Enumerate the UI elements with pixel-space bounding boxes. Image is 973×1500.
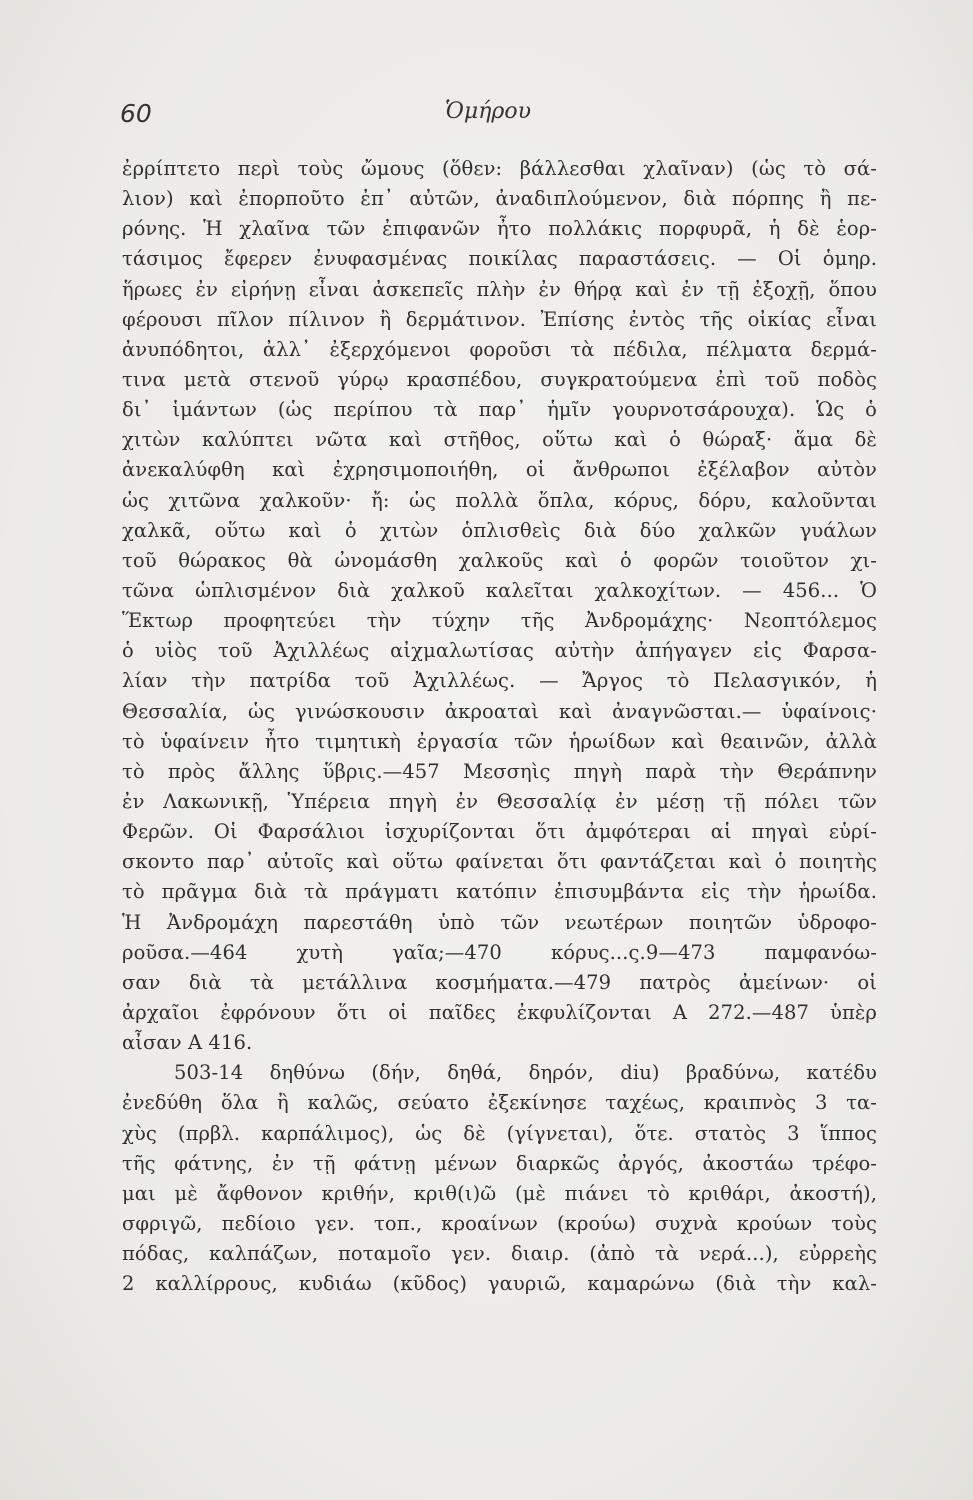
text-line: τινα μετὰ στενοῦ γύρῳ κρασπέδου, συγκρατούμενα ἐπὶ τοῦ ποδὸς (122, 367, 877, 391)
text-line: χαλκᾶ, οὕτω καὶ ὁ χιτὼν ὁπλισθεὶς διὰ δύο χαλκῶν γυάλων (122, 518, 877, 542)
running-title: Ὁμήρου (445, 99, 531, 124)
text-line: λιον) καὶ ἐπορποῦτο ἐπ᾽ αὐτῶν, ἀναδιπλούμενον, διὰ πόρπης ἢ πε- (122, 187, 877, 211)
text-line: δι᾽ ἱμάντων (ὡς περίπου τὰ παρ᾽ ἡμῖν γουρνοτσάρουχα). Ὡς ὁ (122, 398, 877, 422)
commentary-text (122, 154, 877, 1299)
text-line: αἶσαν Α 416. (122, 1031, 253, 1055)
text-line: ροῦσα.—464 χυτὴ γαῖα;—470 κόρυς...ς.9—473 παμφανόω- (122, 940, 877, 964)
text-line: χιτὼν καλύπτει νῶτα καὶ στῆθος, οὕτω καὶ ὁ θώραξ· ἅμα δὲ (122, 428, 877, 452)
text-line: σαν διὰ τὰ μετάλλινα κοσμήματα.—479 πατρὸς ἀμείνων· οἱ (122, 970, 877, 994)
text-line: ὡς χιτῶνα χαλκοῦν· ἤ: ὡς πολλὰ ὅπλα, κόρυς, δόρυ, καλοῦνται (122, 488, 877, 512)
text-line: Θεσσαλία, ὡς γινώσκουσιν ἀκροαταὶ καὶ ἀναγνῶσται.— ὑφαίνοις· (122, 699, 877, 723)
text-line: τὸ πρᾶγμα διὰ τὰ πράγματι κατόπιν ἐπισυμβάντα εἰς τὴν ἡρωίδα. (122, 880, 877, 904)
text-line: ἀνυπόδητοι, ἀλλ᾽ ἐξερχόμενοι φοροῦσι τὰ πέδιλα, πέλματα δερμά- (122, 337, 877, 361)
text-line: Ἕκτωρ προφητεύει τὴν τύχην τῆς Ἀνδρομάχης· Νεοπτόλεμος (122, 609, 877, 633)
text-line: ἀρχαῖοι ἐφρόνουν ὅτι οἱ παῖδες ἐκφυλίζονται Α 272.—487 ὑπὲρ (122, 1000, 877, 1024)
text-line: ἐρρίπτετο περὶ τοὺς ὤμους (ὅθεν: βάλλεσθαι χλαῖναν) (ὡς τὸ σά- (122, 157, 877, 180)
text-line: τοῦ θώρακος θὰ ὠνομάσθη χαλκοῦς καὶ ὁ φορῶν τοιοῦτον χι- (122, 548, 877, 572)
page-number: 60 (120, 99, 152, 128)
text-line: ἐνεδύθη ὅλα ἢ καλῶς, σεύατο ἐξεκίνησε ταχέως, κραιπνὸς 3 τα- (122, 1091, 877, 1115)
page-header (0, 95, 973, 135)
text-line: πόδας, καλπάζων, ποταμοῖο γεν. διαιρ. (ἀπὸ τὰ νερά...), εὐρρεὴς (122, 1242, 877, 1266)
text-line: φέρουσι πῖλον πίλινον ἢ δερμάτινον. Ἐπίσης ἐντὸς τῆς οἰκίας εἶναι (122, 307, 877, 331)
text-line: ἥρωες ἐν εἰρήνῃ εἶναι ἀσκεπεῖς πλὴν ἐν θήρᾳ καὶ ἐν τῇ ἐξοχῇ, ὅπου (122, 277, 877, 301)
text-line: μαι μὲ ἄφθονον κριθήν, κριθ(ι)ῶ (μὲ πιάνει τὸ κριθάρι, ἀκοστή), (122, 1181, 877, 1205)
text-line: τὸ πρὸς ἄλλης ὕβρις.—457 Μεσσηὶς πηγὴ παρὰ τὴν Θεράπνην (122, 759, 877, 783)
text-line: ρόνης. Ἡ χλαῖνα τῶν ἐπιφανῶν ἦτο πολλάκις πορφυρᾶ, ἡ δὲ ἑορ- (122, 217, 877, 241)
text-line: χὺς (πρβλ. καρπάλιμος), ὡς δὲ (γίγνεται), ὅτε. στατὸς 3 ἵππος (122, 1121, 877, 1145)
text-line: 2 καλλίρρους, κυδιάω (κῦδος) γαυριῶ, καμαρώνω (διὰ τὴν καλ- (122, 1272, 877, 1296)
text-line: τὸ ὑφαίνειν ἦτο τιμητικὴ ἐργασία τῶν ἡρωίδων καὶ θεαινῶν, ἀλλὰ (122, 729, 877, 753)
text-line: ἐν Λακωνικῇ, Ὑπέρεια πηγὴ ἐν Θεσσαλίᾳ ἐν μέσῃ τῇ πόλει τῶν (122, 789, 877, 813)
text-line: τάσιμος ἔφερεν ἐνυφασμένας ποικίλας παραστάσεις. — Οἱ ὁμηρ. (122, 247, 877, 271)
text-line: τῆς φάτνης, ἐν τῇ φάτνῃ μένων διαρκῶς ἀργός, ἀκοστάω τρέφο- (122, 1151, 877, 1175)
text-line: τῶνα ὡπλισμένον διὰ χαλκοῦ καλεῖται χαλκοχίτων. — 456... Ὁ (122, 578, 877, 602)
text-line: ἀνεκαλύφθη καὶ ἐχρησιμοποιήθη, οἱ ἄνθρωποι ἐξέλαβον αὐτὸν (122, 458, 877, 482)
text-line: ὁ υἱὸς τοῦ Ἀχιλλέως αἰχμαλωτίσας αὐτὴν ἀπήγαγεν εἰς Φαρσα- (122, 639, 877, 663)
text-line: σφριγῶ, πεδίοιο γεν. τοπ., κροαίνων (κρούω) συχνὰ κρούων τοὺς (122, 1211, 877, 1235)
text-line: σκοντο παρ᾽ αὐτοῖς καὶ οὕτω φαίνεται ὅτι φαντάζεται καὶ ὁ ποιητὴς (122, 850, 877, 874)
text-line: Φερῶν. Οἱ Φαρσάλιοι ἰσχυρίζονται ὅτι ἀμφότεραι αἱ πηγαὶ εὑρί- (122, 820, 877, 844)
text-line: 503-14 δηθύνω (δήν, δηθά, δηρόν, diu) βραδύνω, κατέδυ (174, 1061, 877, 1085)
text-line: λίαν τὴν πατρίδα τοῦ Ἀχιλλέως. — Ἄργος τὸ Πελασγικόν, ἡ (122, 669, 877, 693)
text-line: Ἡ Ἀνδρομάχη παρεστάθη ὑπὸ τῶν νεωτέρων ποιητῶν ὑδροφο- (122, 910, 877, 934)
